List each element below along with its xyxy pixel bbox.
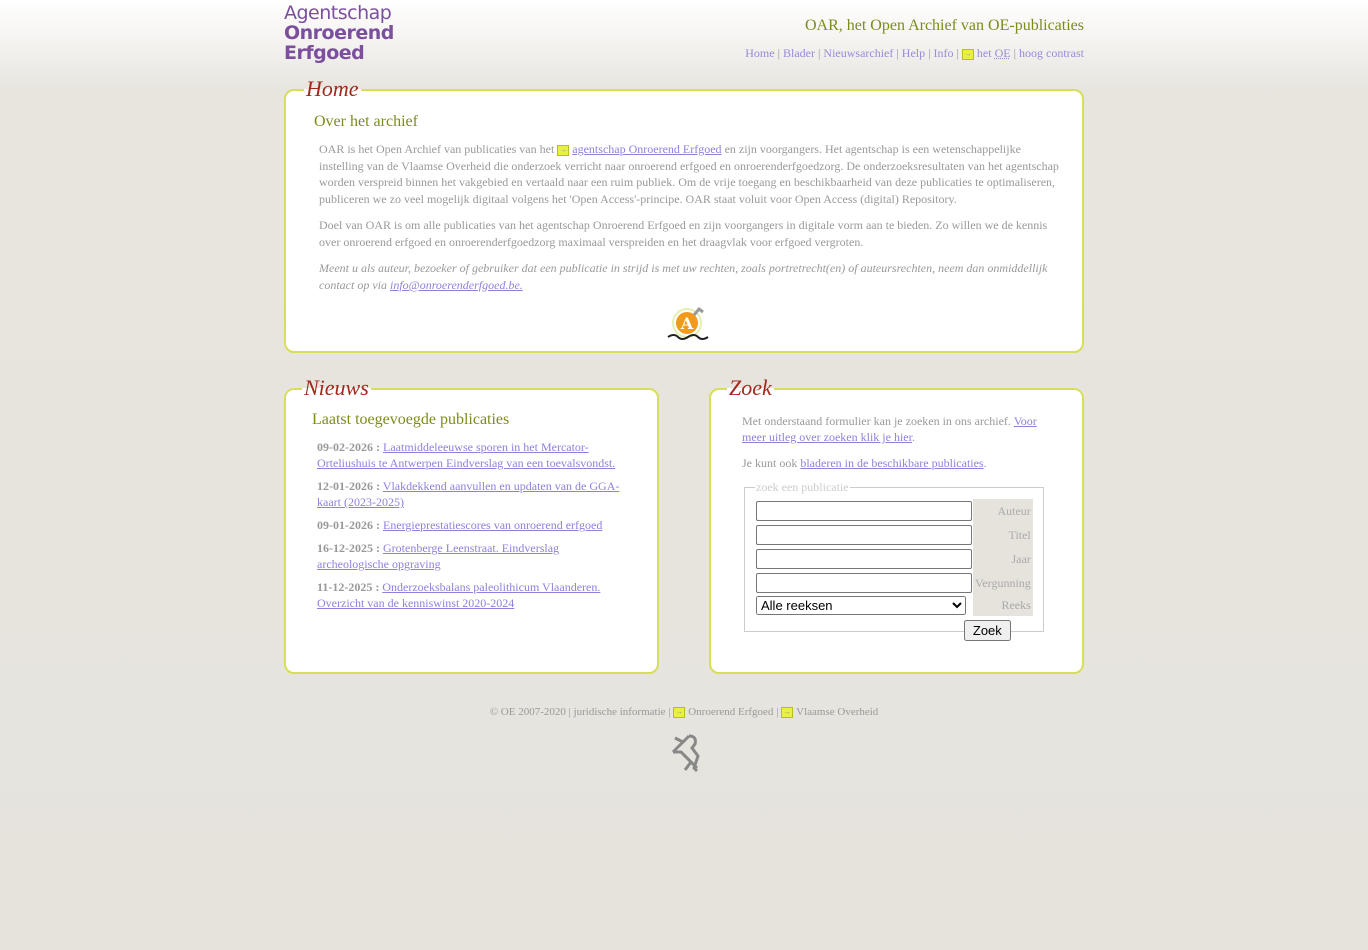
search-browse-text: Je kunt ook [742,456,801,470]
nav-oe-prefix: het [976,46,995,60]
title-label: Titel [973,523,1033,547]
year-input[interactable] [756,549,972,569]
news-date: 11-12-2025 : [317,580,380,594]
browse-link[interactable]: bladeren in de beschikbare publicaties [800,456,984,470]
search-intro-text: Met onderstaand formulier kan je zoeken in ons archief. [742,414,1014,428]
site-title: OAR, het Open Archief van OE-publicaties [804,17,1084,34]
news-item [317,540,632,572]
open-access-logo [666,303,712,343]
home-intro [319,141,1059,207]
external-link-icon: → [781,707,793,718]
news-panel [284,375,659,674]
news-date: 16-12-2025 : [317,541,380,555]
nav-help[interactable]: Help [901,46,926,60]
news-link[interactable]: Energieprestatiescores van onroerend erfgoed [383,518,603,532]
series-select[interactable] [756,596,966,615]
nav-nieuwsarchief[interactable]: Nieuwsarchief [823,46,894,60]
search-form [744,480,1044,638]
rights-text: Meent u als auteur, bezoeker of gebruiker dat een publicatie in strijd is met uw rechten, zoals portretrecht(en) of auteursrechten, neem dan onmiddellijk contact op via [319,261,1048,292]
title-input[interactable] [756,525,972,545]
flemish-lion-logo [669,733,703,773]
footer [284,706,1084,718]
news-link[interactable]: Grotenberge Leenstraat. Eindverslag archeologische opgraving [317,541,560,571]
news-item [317,478,632,510]
footer-sep: | [776,706,779,718]
author-input[interactable] [756,501,972,521]
nav-home[interactable]: Home [745,46,775,60]
svg-text:A: A [680,314,694,333]
nav-blader[interactable]: Blader [783,46,815,60]
intro-text: OAR is het Open Archief van publicaties van het [319,142,558,156]
top-nav: Home | Blader | Nieuwsarchief | Help | Info | → het OE | hoog contrast [745,46,1084,60]
external-link-icon: → [962,49,974,60]
nav-oe-abbr: OE [994,46,1011,60]
search-help-link[interactable]: Voor meer uitleg over zoeken klik je hier [742,414,1037,444]
news-date: 09-01-2026 : [317,518,380,532]
news-link[interactable]: Vlakdekkend aanvullen en updaten van de GGA-kaart (2023-2025) [317,479,620,509]
home-title: Home [306,76,359,101]
author-label: Auteur [973,499,1033,523]
nav-het-oe[interactable] [977,46,1011,60]
news-link[interactable]: Laatmiddeleeuwse sporen in het Mercator-Orteliushuis te Antwerpen Eindverslag van een toevalsvondst. [317,440,616,470]
news-subtitle: Laatst toegevoegde publicaties [312,411,510,428]
search-browse: Je kunt ook bladeren in de beschikbare publicaties. [742,456,987,470]
news-date: 12-01-2026 : [317,479,380,493]
license-label: Vergunning [973,571,1033,595]
news-date: 09-02-2026 : [317,440,380,454]
license-input[interactable] [756,573,972,593]
home-rights [319,260,1059,293]
nav-hoog-contrast[interactable]: hoog contrast [1019,46,1084,60]
footer-oe-link[interactable]: Onroerend Erfgoed [688,706,774,718]
intro-text-cont: en zijn voorgangers. Het agentschap is een wetenschappelijke instelling van de Vlaamse Overheid die onderzoek verricht naar onroerend erfgoed en onroerenderfgoedzorg. De onderzoeksresultaten van het agentschap worden verspreid binnen het vakgebied en vertaald naar een ruim publiek. Om de vrije toegang en beschikbaarheid van deze publicaties te optimaliseren, publiceren we zo veel mogelijk digitaal volgens het 'Open Access'-principe. OAR staat voluit voor Open Access (digital) Repository. [319,142,1059,206]
search-title: Zoek [729,375,772,400]
email-link[interactable]: info@onroerenderfgoed.be. [389,277,523,292]
news-item [317,517,632,533]
home-subtitle: Over het archief [314,113,418,130]
year-label: Jaar [973,547,1033,571]
footer-vo-link[interactable]: Vlaamse Overheid [796,706,879,718]
external-link-icon: → [557,145,569,156]
nav-info[interactable]: Info [933,46,954,60]
logo[interactable] [284,3,394,63]
search-intro: Met onderstaand formulier kan je zoeken in ons archief. Voor meer uitleg over zoeken klik je hier. [742,414,1037,444]
search-legend: zoek een publicatie [756,480,849,494]
news-item [317,579,632,611]
news-item [317,439,632,471]
external-link-icon: → [673,707,685,718]
series-label: Reeks [973,595,1033,616]
logo-line: Erfgoed [284,42,365,64]
footer-copyright: © OE 2007-2020 | juridische informatie | [489,706,671,718]
search-button[interactable]: Zoek [964,620,1011,641]
home-goal: Doel van OAR is om alle publicaties van het agentschap Onroerend Erfgoed en zijn voorgangers in digitale vorm aan te bieden. Zo willen we de kennis over onroerend erfgoed en onroerenderfgoedzorg maximaal verspreiden en het draagvlak voor erfgoed vergroten. [319,218,1048,249]
news-title: Nieuws [304,375,369,400]
home-panel [284,76,1084,353]
news-link[interactable]: Onderzoeksbalans paleolithicum Vlaanderen. Overzicht van de kenniswinst 2020-2024 [317,580,601,610]
logo-line: Agentschap [284,2,392,24]
agentschap-link[interactable]: agentschap Onroerend Erfgoed [572,142,722,156]
logo-line: Onroerend [284,22,394,44]
search-panel [709,375,1084,674]
